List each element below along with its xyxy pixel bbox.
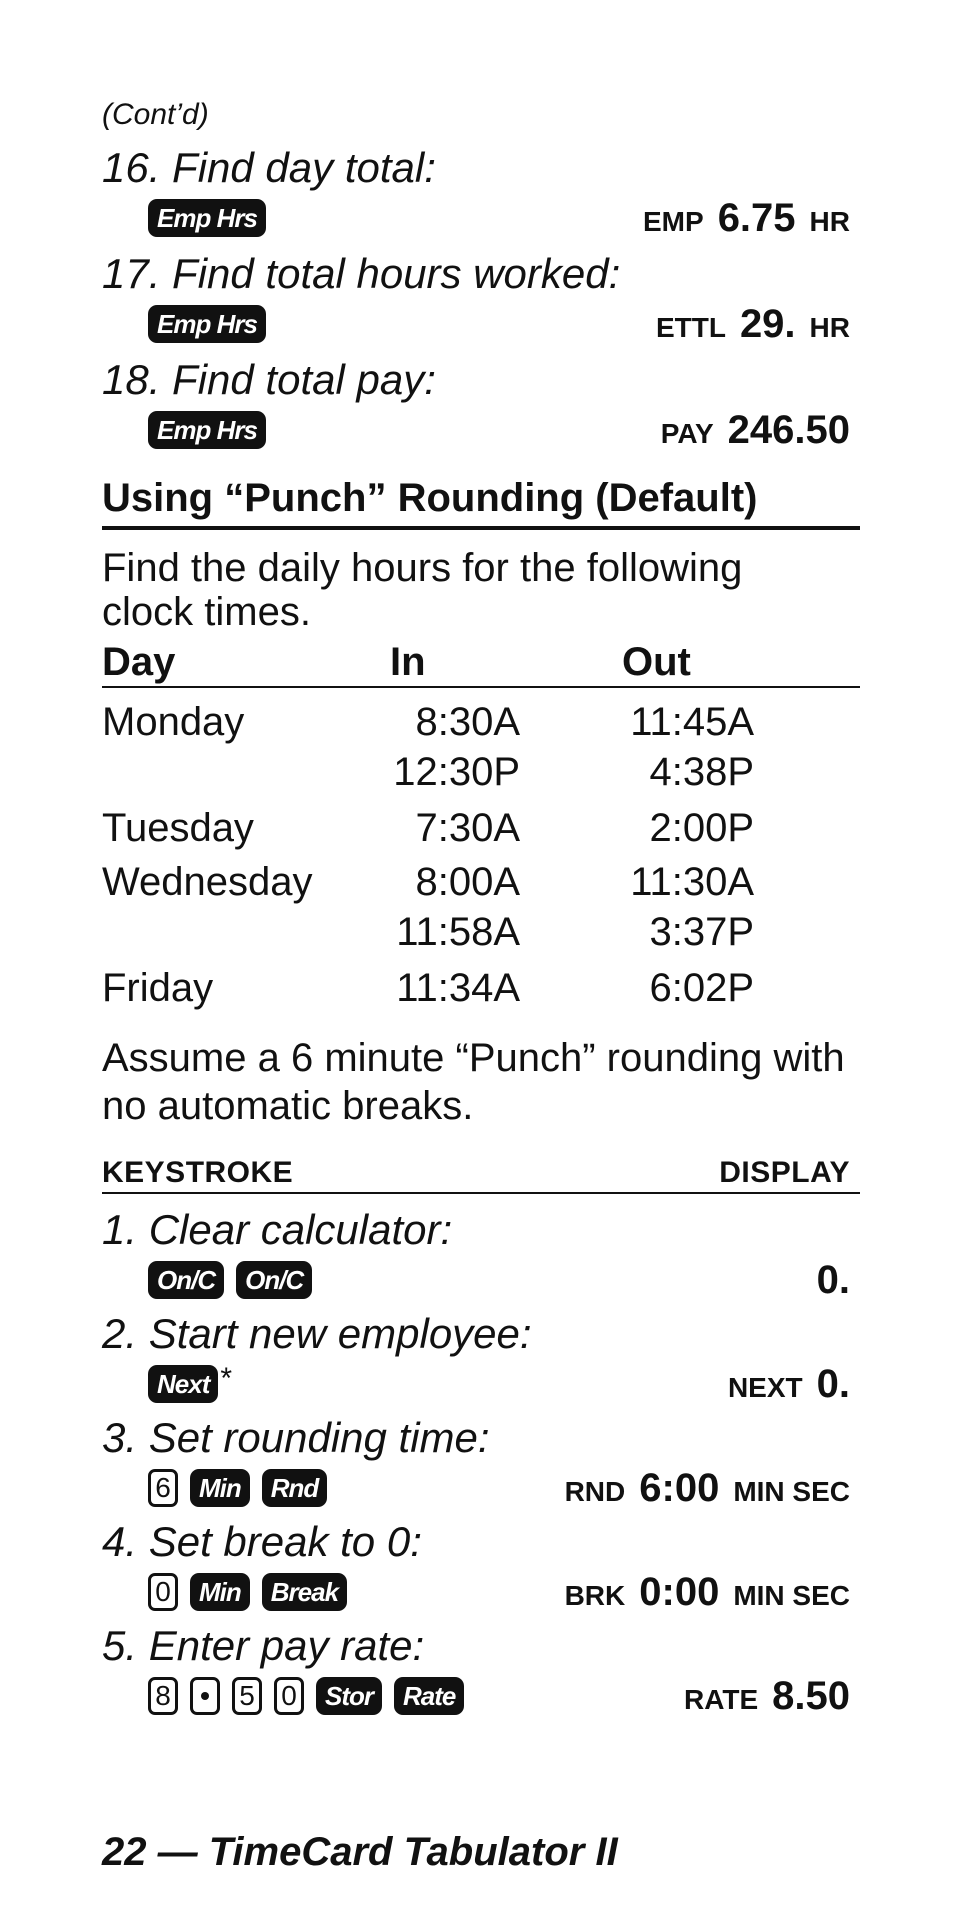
display-readout — [728, 1362, 850, 1406]
display-readout — [643, 196, 850, 240]
display-unit: HR — [809, 312, 850, 343]
cell-in: 8:00A — [415, 860, 520, 904]
cell-in: 8:30A — [415, 700, 520, 744]
step-title: 4. Set break to 0: — [102, 1518, 422, 1565]
display-readout — [684, 1674, 850, 1718]
digit-5-key: 5 — [232, 1677, 262, 1715]
footnote-asterisk: * — [220, 1362, 233, 1395]
emp-hrs-key: Emp Hrs — [148, 305, 266, 343]
display-label: ETTL — [655, 312, 726, 343]
on-c-key: On/C — [148, 1261, 224, 1299]
step-title: 2. Start new employee: — [102, 1310, 532, 1357]
display-readout — [656, 302, 850, 346]
min-key: Min — [190, 1573, 250, 1611]
keystroke-line — [148, 1258, 312, 1302]
section-heading: Using “Punch” Rounding (Default) — [102, 476, 758, 520]
intro-text: Find the daily hours for the following clock times. — [102, 546, 743, 634]
keystroke-line — [148, 302, 266, 346]
table-header-rule — [102, 686, 860, 688]
display-label: PAY — [660, 418, 714, 449]
cell-out: 6:02P — [649, 966, 754, 1010]
display-value: 6.75 — [717, 196, 796, 240]
keystroke-line — [148, 408, 266, 452]
table-header-in: In — [390, 640, 426, 684]
cell-day: Friday — [102, 966, 214, 1010]
step-title: 17. Find total hours worked: — [102, 250, 621, 297]
display-column-header: DISPLAY — [719, 1156, 850, 1189]
keystroke-line — [148, 1674, 464, 1718]
display-label: EMP — [643, 206, 704, 237]
column-header-rule — [102, 1192, 860, 1194]
digit-0-key: 0 — [274, 1677, 304, 1715]
cell-out: 11:30A — [630, 860, 754, 904]
step-title: 5. Enter pay rate: — [102, 1622, 425, 1669]
rate-key: Rate — [394, 1677, 464, 1715]
cell-out: 3:37P — [649, 910, 754, 954]
emp-hrs-key: Emp Hrs — [148, 411, 266, 449]
cell-in: 11:58A — [396, 910, 520, 954]
assumption-text: Assume a 6 minute “Punch” rounding with no automatic breaks. — [102, 1036, 845, 1128]
next-key: Next — [148, 1365, 218, 1403]
keystroke-line — [148, 1362, 232, 1406]
table-header-out: Out — [622, 640, 691, 684]
decimal-point-key — [190, 1677, 220, 1715]
page-footer: 22 — TimeCard Tabulator II — [102, 1830, 618, 1874]
display-unit: HR — [809, 206, 850, 237]
digit-6-key: 6 — [148, 1469, 178, 1507]
emp-hrs-key: Emp Hrs — [148, 199, 266, 237]
display-value: 6:00 — [639, 1466, 720, 1510]
cell-day: Tuesday — [102, 806, 254, 850]
step-title: 18. Find total pay: — [102, 356, 436, 403]
heading-rule — [102, 526, 860, 530]
continued-label: (Cont’d) — [102, 98, 209, 131]
display-readout — [661, 408, 850, 452]
display-label: NEXT — [727, 1372, 803, 1403]
display-readout — [817, 1258, 850, 1302]
cell-day: Monday — [102, 700, 245, 744]
cell-in: 7:30A — [415, 806, 520, 850]
display-value: 29. — [739, 302, 796, 346]
keystroke-line — [148, 196, 266, 240]
cell-in: 11:34A — [396, 966, 520, 1010]
display-value: 0:00 — [639, 1570, 720, 1614]
cell-out: 4:38P — [649, 750, 754, 794]
on-c-key: On/C — [236, 1261, 312, 1299]
min-key: Min — [190, 1469, 250, 1507]
display-label: RND — [564, 1476, 626, 1507]
digit-0-key: 0 — [148, 1573, 178, 1611]
display-unit: MIN SEC — [733, 1476, 850, 1507]
break-key: Break — [262, 1573, 347, 1611]
cell-out: 11:45A — [630, 700, 754, 744]
table-header-day: Day — [102, 640, 176, 684]
display-value: 0. — [816, 1258, 850, 1302]
rnd-key: Rnd — [262, 1469, 328, 1507]
cell-in: 12:30P — [393, 750, 520, 794]
keystroke-column-header: KEYSTROKE — [102, 1156, 294, 1189]
cell-day: Wednesday — [102, 860, 313, 904]
display-unit: MIN SEC — [733, 1580, 850, 1611]
stor-key: Stor — [316, 1677, 382, 1715]
display-value: 0. — [816, 1362, 850, 1406]
display-readout — [565, 1466, 850, 1510]
display-label: BRK — [564, 1580, 626, 1611]
display-label: RATE — [683, 1684, 759, 1715]
decimal-dot-icon — [201, 1692, 209, 1700]
display-readout — [565, 1570, 850, 1614]
digit-8-key: 8 — [148, 1677, 178, 1715]
keystroke-line — [148, 1466, 327, 1510]
display-value: 8.50 — [772, 1674, 850, 1718]
display-value: 246.50 — [727, 408, 850, 452]
step-title: 1. Clear calculator: — [102, 1206, 453, 1253]
keystroke-line — [148, 1570, 347, 1614]
cell-out: 2:00P — [649, 806, 754, 850]
step-title: 3. Set rounding time: — [102, 1414, 490, 1461]
step-title: 16. Find day total: — [102, 144, 436, 191]
